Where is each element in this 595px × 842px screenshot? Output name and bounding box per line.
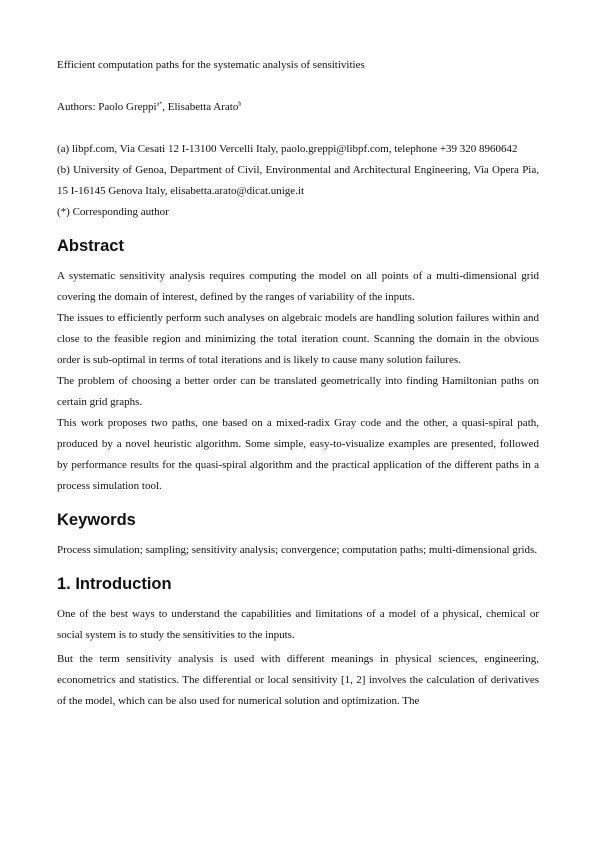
introduction-heading: 1. Introduction <box>57 575 172 593</box>
abstract-paragraph: The issues to efficiently perform such analyses on algebraic models are handling solution failures within and close to the feasible region and minimizing the total iteration count. Scanning the domain in the obvious order is sub-optimal in terms of total iterations and is likely to cause many solution failures. <box>57 312 539 366</box>
introduction-paragraph: One of the best ways to understand the capabilities and limitations of a model of a physical, chemical or social system is to study the sensitivities to the inputs. <box>57 608 539 641</box>
authors-prefix: Authors: Paolo Greppi <box>57 101 157 113</box>
abstract-paragraph: A systematic sensitivity analysis requires computing the model on all points of a multi-dimensional grid covering the domain of interest, defined by the ranges of variability of the inputs. <box>57 270 539 303</box>
abstract-body <box>57 266 539 497</box>
keywords-heading: Keywords <box>57 511 136 529</box>
authors-line <box>57 100 539 114</box>
author1-mark: a* <box>156 101 163 108</box>
abstract-heading: Abstract <box>57 237 124 255</box>
abstract-paragraph: This work proposes two paths, one based on a mixed-radix Gray code and the other, a quasi-spiral path, produced by a novel heuristic algorithm. Some simple, easy-to-visualize examples are presented, followed by performance results for the quasi-spiral algorithm and the practical application of the different paths in a process simulation tool. <box>57 417 539 492</box>
keywords-text: Process simulation; sampling; sensitivity analysis; convergence; computation paths; multi-dimensional grids. <box>57 544 538 556</box>
author2-mark: b <box>238 101 242 108</box>
introduction-paragraph: But the term sensitivity analysis is used with different meanings in physical sciences, engineering, econometrics and statistics. The differential or local sensitivity [1, 2] involves the calculation of derivatives of the model, which can be also used for numerical solution and optimization. The <box>57 653 539 707</box>
affiliation-b: (b) University of Genoa, Department of Civil, Environmental and Architectural Engineering, Via Opera Pia, 15 I-16145 Genova Italy, elisabetta.arato@dicat.unige.it <box>57 164 539 197</box>
paper-title: Efficient computation paths for the systematic analysis of sensitivities <box>57 59 365 71</box>
corresponding-note: (*) Corresponding author <box>57 206 169 218</box>
paper-page <box>57 58 539 712</box>
abstract-paragraph: The problem of choosing a better order can be translated geometrically into finding Hamiltonian paths on certain grid graphs. <box>57 375 539 408</box>
authors-separator: , Elisabetta Arato <box>162 101 239 113</box>
affiliations <box>57 139 539 223</box>
affiliation-a: (a) libpf.com, Via Cesati 12 I-13100 Vercelli Italy, paolo.greppi@libpf.com, telephone +39 320 8960642 <box>57 143 518 155</box>
introduction-body <box>57 604 539 712</box>
